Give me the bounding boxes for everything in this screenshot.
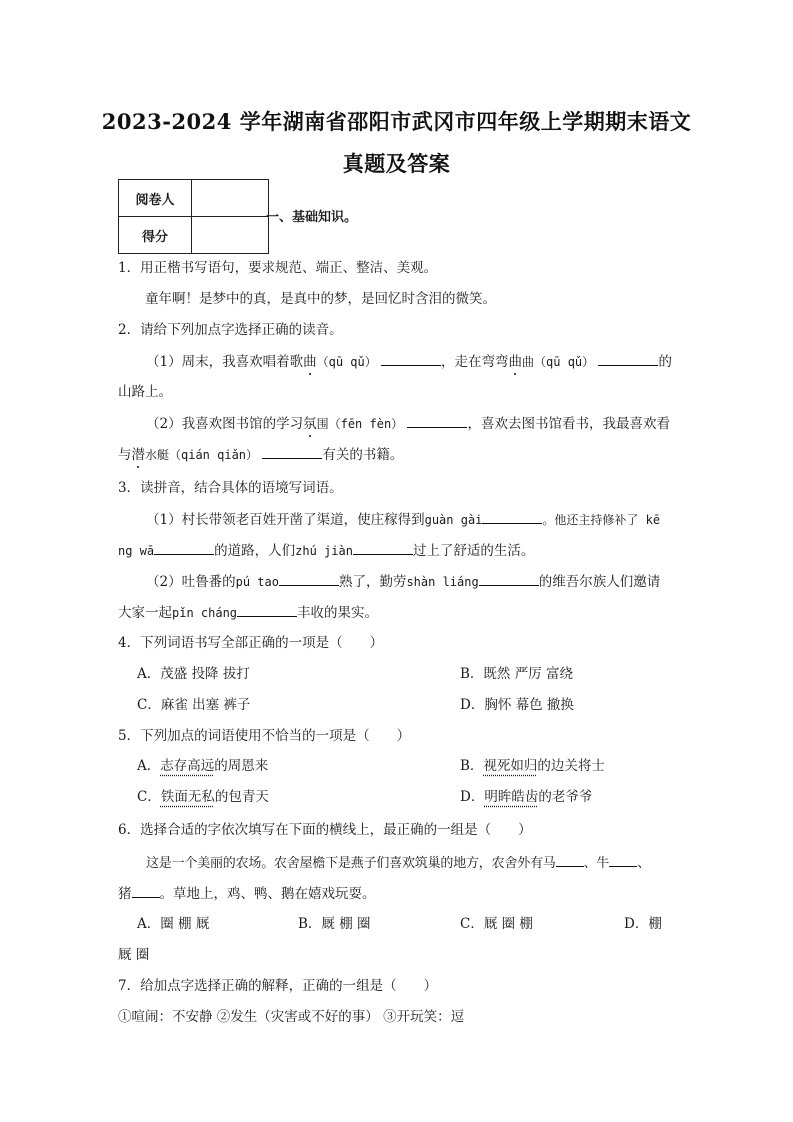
answer-blank[interactable] <box>154 540 214 555</box>
table-row <box>119 180 269 217</box>
question-6-option-a[interactable]: A．圈 棚 厩 <box>137 916 210 932</box>
pinyin-choices: 围（fēn fèn） <box>316 417 404 431</box>
question-7-meanings: ①喧闹：不安静 ②发生（灾害或不好的事） ③开玩笑：逗 <box>118 1009 465 1025</box>
score-value <box>192 217 269 254</box>
text: （1）周末，我喜欢唱着歌 <box>146 354 304 370</box>
question-2-part-1 <box>146 351 706 372</box>
pinyin: ng wā <box>118 544 155 558</box>
pinyin: guàn gài <box>424 513 483 527</box>
answer-blank[interactable] <box>482 509 542 524</box>
text: 。草地上，鸡、鸭、鹅在嬉戏玩耍。 <box>159 886 376 902</box>
question-5-option-b[interactable] <box>460 756 680 776</box>
dotted-char: 氛 <box>303 416 317 432</box>
pinyin: zhú jiàn <box>295 544 353 558</box>
pinyin-choices: 曲（qū qǔ） <box>522 355 595 369</box>
text: 、牛 <box>583 856 610 871</box>
text: 大家一起 <box>118 605 172 621</box>
answer-blank[interactable] <box>262 444 322 459</box>
dotted-word: 视死如归 <box>483 758 538 774</box>
text: 、 <box>637 856 651 871</box>
question-2-part-2 <box>146 413 706 434</box>
text: 猪 <box>118 886 132 902</box>
answer-blank[interactable] <box>609 852 637 867</box>
text: （2）我喜欢图书馆的学习 <box>146 416 304 432</box>
text: 的 <box>658 354 672 370</box>
dotted-word: 志存高远 <box>160 758 215 774</box>
option-text: 的老爷爷 <box>538 789 593 805</box>
grader-label: 阅卷人 <box>119 180 192 217</box>
text: 与 <box>118 447 132 463</box>
answer-blank[interactable] <box>353 540 413 555</box>
option-letter: B． <box>460 758 484 774</box>
grader-value <box>192 180 269 217</box>
dotted-char: 潜 <box>131 447 145 463</box>
question-2-stem: 2．请给下列加点字选择正确的读音。 <box>118 322 343 338</box>
page-title-line-1: 2023-2024 学年湖南省邵阳市武冈市四年级上学期期末语文 <box>101 109 692 134</box>
pinyin: pú tao <box>235 575 279 589</box>
section-heading: 一、基础知识。 <box>266 210 358 225</box>
question-3-stem: 3．读拼音，结合具体的语境写词语。 <box>118 480 343 496</box>
option-letter: C． <box>137 789 161 805</box>
text: ，走在弯弯 <box>441 354 509 370</box>
question-3-part-1-wrap <box>118 540 678 561</box>
pinyin: shàn liáng <box>406 575 479 589</box>
question-1-stem: 1．用正楷书写语句，要求规范、端正、整洁、美观。 <box>118 260 438 276</box>
question-6-option-d[interactable]: D．棚 <box>624 916 662 932</box>
question-5-option-d[interactable] <box>460 787 680 807</box>
question-2-part-2-wrap <box>118 444 678 465</box>
option-letter: A． <box>137 758 161 774</box>
page-title-line-2: 真题及答案 <box>342 151 451 176</box>
answer-blank[interactable] <box>479 571 539 586</box>
question-3-part-2-wrap <box>118 602 678 623</box>
question-6-text-wrap <box>118 883 678 904</box>
dotted-char: 曲 <box>303 354 317 370</box>
text: （2）吐鲁番的 <box>146 574 236 590</box>
text: （1）村长带领老百姓开凿了渠道，使庄稼得到 <box>146 512 425 528</box>
answer-blank[interactable] <box>132 883 160 898</box>
text: 过上了舒适的生活。 <box>412 543 535 559</box>
answer-blank[interactable] <box>237 602 297 617</box>
question-4-stem: 4．下列词语书写全部正确的一项是（ ） <box>118 635 384 651</box>
question-5-stem: 5．下列加点的词语使用不恰当的一项是（ ） <box>118 728 411 744</box>
text: 的维吾尔族人们邀请 <box>538 574 661 590</box>
answer-blank[interactable] <box>279 571 339 586</box>
question-4-option-c[interactable]: C．麻雀 出塞 裤子 <box>137 697 251 713</box>
pinyin-choices: （qū qǔ） <box>316 355 377 369</box>
dotted-word: 铁面无私 <box>160 789 215 805</box>
text: 的道路，人们 <box>214 543 296 559</box>
question-3-part-2 <box>146 571 706 592</box>
option-letter: D． <box>460 789 485 805</box>
dotted-char: 曲 <box>508 354 523 370</box>
text: 熟了，勤劳 <box>338 574 407 590</box>
text: 丰收的果实。 <box>297 605 379 621</box>
score-label: 得分 <box>119 217 192 254</box>
text: ，喜欢去图书馆看书，我最喜欢看 <box>467 416 670 432</box>
answer-blank[interactable] <box>556 852 584 867</box>
question-1-text: 童年啊！是梦中的真，是真中的梦，是回忆时含泪的微笑。 <box>145 291 496 307</box>
question-4-option-a[interactable]: A．茂盛 投降 拔打 <box>137 666 250 682</box>
text: 有关的书籍。 <box>322 447 404 463</box>
question-6-stem: 6．选择合适的字依次填写在下面的横线上，最正确的一组是（ ） <box>118 822 532 838</box>
pinyin-choices: 水艇（qián qiǎn） <box>145 448 259 462</box>
pinyin: pǐn cháng <box>172 606 238 620</box>
question-2-part-1-wrap: 山路上。 <box>118 384 172 400</box>
question-6-option-b[interactable]: B．厩 棚 圈 <box>298 916 371 932</box>
answer-blank[interactable] <box>407 413 467 428</box>
score-table <box>118 179 269 254</box>
dotted-word: 明眸皓齿 <box>484 789 539 805</box>
answer-blank[interactable] <box>381 351 441 366</box>
option-text: 的边关将士 <box>537 758 605 774</box>
question-4-option-d[interactable]: D．胸怀 幕色 撤换 <box>460 697 574 713</box>
question-6-option-c[interactable]: C．厩 圈 棚 <box>460 916 533 932</box>
question-4-option-b[interactable]: B．既然 严厉 富绕 <box>460 666 574 682</box>
answer-blank[interactable] <box>598 351 658 366</box>
question-7-stem: 7．给加点字选择正确的解释，正确的一组是（ ） <box>118 978 438 994</box>
question-3-part-1 <box>146 509 706 530</box>
question-6-option-d-wrap[interactable]: 厩 圈 <box>118 947 150 963</box>
question-6-text <box>146 852 706 874</box>
option-text: 的周恩来 <box>214 758 269 774</box>
table-row <box>119 217 269 254</box>
text: 这是一个美丽的农场。农舍屋檐下是燕子们喜欢筑巢的地方，农舍外有马 <box>146 856 556 871</box>
option-text: 的包青天 <box>214 789 269 805</box>
text: 。他还主持修补了 kē <box>542 513 661 527</box>
